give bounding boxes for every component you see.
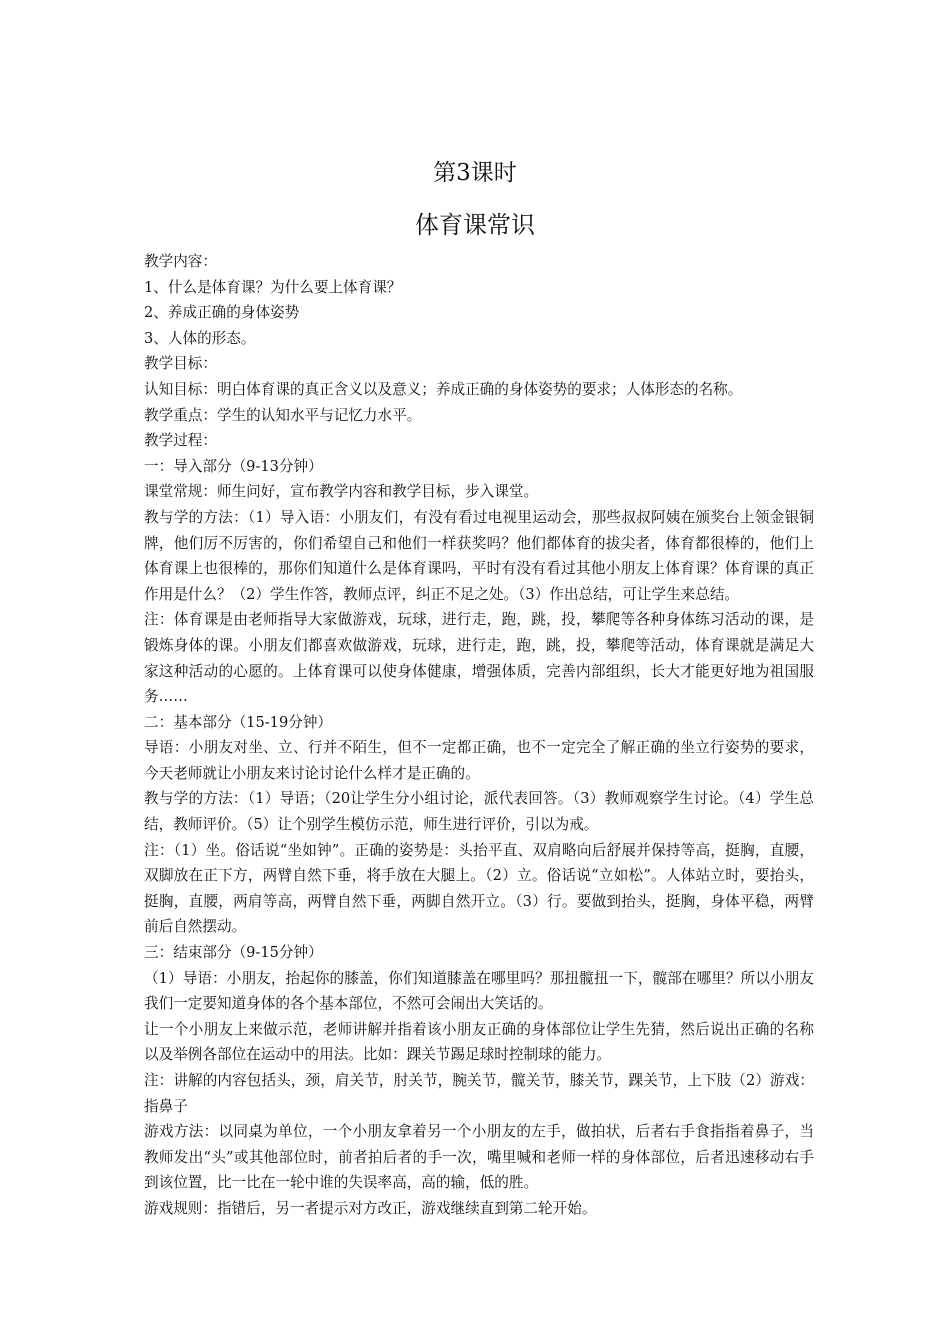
paragraph: 导语：小朋友对坐、立、行并不陌生，但不一定都正确，也不一定完全了解正确的坐立行姿势的要求，今天老师就让小朋友来讨论讨论什么样才是正确的。 [144,739,814,782]
paragraph: 教学重点：学生的认知水平与记忆力水平。 [144,406,422,424]
paragraph: 教学内容： [144,253,217,270]
section-heading: 三：结束部分（9-15分钟） [144,944,323,962]
lesson-topic-title: 体育课常识 [415,211,535,239]
paragraph: 游戏规则：指错后，另一者提示对方改正，游戏继续直到第二轮开始。 [144,1199,597,1217]
note-paragraph: 注：（1）坐。俗话说“坐如钟”。正确的姿势是：头抬平直、双肩略向后舒展并保持等高，挺胸，直腰，双脚放在正下方，两臂自然下垂，将手放在大腿上。（2）立。俗话说“立如松”。人体站立时，要抬头，挺胸，直腰，两肩等高，两臂自然下垂，两脚自然开立。（3）行。要做到抬头，挺胸，身体平稳，两臂前后自然摆动。 [144,841,814,936]
paragraph: 游戏方法：以同桌为单位，一个小朋友拿着另一个小朋友的左手，做拍状，后者右手食指指着鼻子，当教师发出“头”或其他部位时，前者拍后者的手一次，嘴里喊和老师一样的身体部位，后者迅速移动右手到该位置，比一比在一轮中谁的失误率高，高的输，低的胜。 [144,1123,814,1192]
paragraph: 教与学的方法：（1）导入语：小朋友们，有没有看过电视里运动会，那些叔叔阿姨在颁奖台上领金银铜牌，他们厉不厉害的，你们希望自己和他们一样获奖吗？他们都体育的拔尖者，体育都很棒的，他们上体育课上也很棒的，那你们知道什么是体育课吗，平时有没有看过其他小朋友上体育课？体育课的真正作用是什么？（2）学生作答，教师点评，纠正不足之处。（3）作出总结，可让学生来总结。 [144,508,814,603]
document-body [144,249,814,1222]
paragraph: 2、养成正确的身体姿势 [144,304,300,322]
section-heading: 二：基本部分（15-19分钟） [144,713,333,731]
paragraph: 教学过程： [144,432,217,450]
section-heading: 一：导入部分（9-13分钟） [144,457,323,475]
paragraph: 3、人体的形态。 [144,329,256,347]
note-paragraph: 注：体育课是由老师指导大家做游戏，玩球，进行走，跑，跳，投，攀爬等各种身体练习活动的课，是锻炼身体的课。小朋友们都喜欢做游戏，玩球，进行走，跑，跳，投，攀爬等活动，体育课就是满足大家这种活动的心愿的。上体育课可以使身体健康，增强体质，完善内部组织，长大才能更好地为祖国服务…… [144,611,814,706]
paragraph: 教学目标： [144,355,217,373]
note-paragraph: 注：讲解的内容包括头，颈，肩关节，肘关节，腕关节，髋关节，膝关节，踝关节，上下肢（2）游戏：指鼻子 [144,1072,814,1115]
paragraph: 让一个小朋友上来做示范，老师讲解并指着该小朋友正确的身体部位让学生先猜，然后说出正确的名称以及举例各部位在运动中的用法。比如：踝关节踢足球时控制球的能力。 [144,1020,814,1064]
paragraph: 1、什么是体育课？为什么要上体育课？ [144,278,402,296]
paragraph: （1）导语：小朋友，抬起你的膝盖，你们知道膝盖在哪里吗？那扭髋扭一下，髋部在哪里？所以小朋友我们一定要知道身体的各个基本部位，不然可会闹出大笑话的。 [144,969,814,1013]
paragraph: 教与学的方法：（1）导语；（20让学生分小组讨论，派代表回答。（3）教师观察学生讨论。（4）学生总结，教师评价。（5）让个别学生模仿示范，师生进行评价，引以为戒。 [144,790,814,834]
lesson-number-title: 第3课时 [433,160,517,186]
paragraph: 课堂常规：师生问好，宣布教学内容和教学目标，步入课堂。 [144,483,539,501]
paragraph: 认知目标：明白体育课的真正含义以及意义；养成正确的身体姿势的要求；人体形态的名称。 [144,380,743,398]
